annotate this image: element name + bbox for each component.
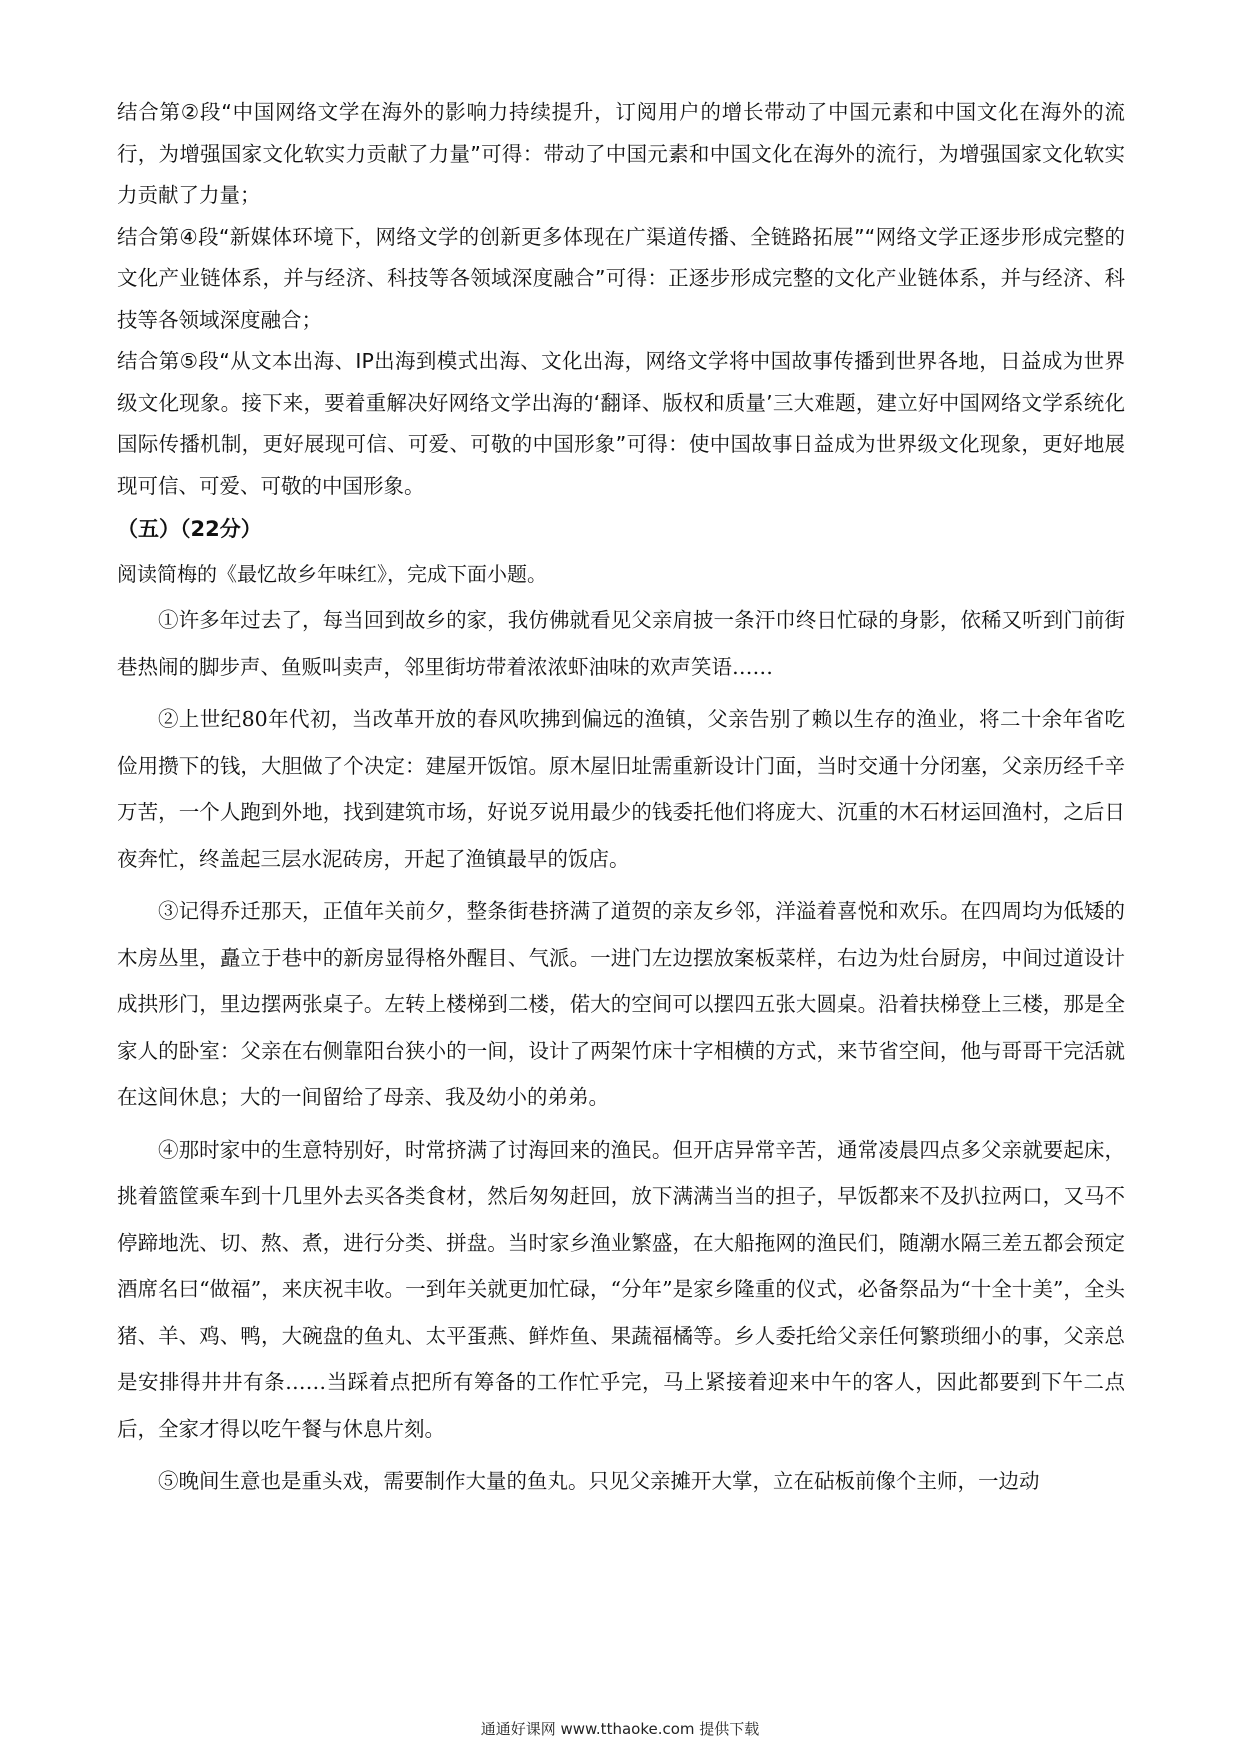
answer-paragraph-5: 结合第⑤段“从文本出海、IP出海到模式出海、文化出海，网络文学将中国故事传播到世界各地，日益成为世界级文化现象。接下来，要着重解决好网络文学出海的‘翻译、版权和质量’三大难题，建立好中国网络文学系统化国际传播机制，更好展现可信、可爱、可敬的中国形象”可得：使中国故事日益成为世界级文化现象，更好地展现可信、可爱、可敬的中国形象。 [117,349,1125,498]
article-paragraph-5: ⑤晚间生意也是重头戏，需要制作大量的鱼丸。只见父亲摊开大掌，立在砧板前像个主师，一边动 [158,1469,1040,1493]
section-heading: （五）（22分） [117,517,262,541]
article-paragraph-2: ②上世纪80年代初，当改革开放的春风吹拂到偏远的渔镇，父亲告别了赖以生存的渔业，将二十余年省吃俭用攒下的钱，大胆做了个决定：建屋开饭馆。原木屋旧址需重新设计门面，当时交通十分闭塞，父亲历经千辛万苦，一个人跑到外地，找到建筑市场，好说歹说用最少的钱委托他们将庞大、沉重的木石材运回渔村，之后日夜奔忙，终盖起三层水泥砖房，开起了渔镇最早的饭店。 [117,707,1125,871]
article-paragraph-3: ③记得乔迁那天，正值年关前夕，整条街巷挤满了道贺的亲友乡邻，洋溢着喜悦和欢乐。在四周均为低矮的木房丛里，矗立于巷中的新房显得格外醒目、气派。一进门左边摆放案板菜样，右边为灶台厨房，中间过道设计成拱形门，里边摆两张桌子。左转上楼梯到二楼，偌大的空间可以摆四五张大圆桌。沿着扶梯登上三楼，那是全家人的卧室：父亲在右侧靠阳台狭小的一间，设计了两架竹床十字相横的方式，来节省空间，他与哥哥干完活就在这间休息；大的一间留给了母亲、我及幼小的弟弟。 [117,899,1125,1109]
article-paragraph-4: ④那时家中的生意特别好，时常挤满了讨海回来的渔民。但开店异常辛苦，通常凌晨四点多父亲就要起床，挑着篮筐乘车到十几里外去买各类食材，然后匆匆赶回，放下满满当当的担子，早饭都来不及扒拉两口，又马不停蹄地洗、切、熬、煮，进行分类、拼盘。当时家乡渔业繁盛，在大船拖网的渔民们，随潮水隔三差五都会预定酒席名曰“做福”，来庆祝丰收。一到年关就更加忙碌，“分年”是家乡隆重的仪式，必备祭品为“十全十美”，全头猪、羊、鸡、鸭，大碗盘的鱼丸、太平蛋燕、鲜炸鱼、果蔬福橘等。乡人委托给父亲任何繁琐细小的事，父亲总是安排得井井有条……当踩着点把所有筹备的工作忙乎完，马上紧接着迎来中午的客人，因此都要到下午二点后，全家才得以吃午餐与休息片刻。 [117,1137,1125,1441]
reading-instruction: 阅读简梅的《最忆故乡年味红》，完成下面小题。 [117,562,547,586]
answer-paragraph-2: 结合第②段“中国网络文学在海外的影响力持续提升，订阅用户的增长带动了中国元素和中国文化在海外的流行，为增强国家文化软实力贡献了力量”可得：带动了中国元素和中国文化在海外的流行，为增强国家文化软实力贡献了力量； [117,100,1125,207]
page-footer: 通通好课网 www.tthaoke.com 提供下载 [480,1720,760,1738]
page-content [117,92,1125,1511]
answer-paragraph-4: 结合第④段“新媒体环境下，网络文学的创新更多体现在广渠道传播、全链路拓展”“网络文学正逐步形成完整的文化产业链体系，并与经济、科技等各领域深度融合”可得：正逐步形成完整的文化产业链体系，并与经济、科技等各领域深度融合； [117,224,1125,332]
article-paragraph-1: ①许多年过去了，每当回到故乡的家，我仿佛就看见父亲肩披一条汗巾终日忙碌的身影，依稀又听到门前街巷热闹的脚步声、鱼贩叫卖声，邻里街坊带着浓浓虾油味的欢声笑语…… [117,608,1125,679]
